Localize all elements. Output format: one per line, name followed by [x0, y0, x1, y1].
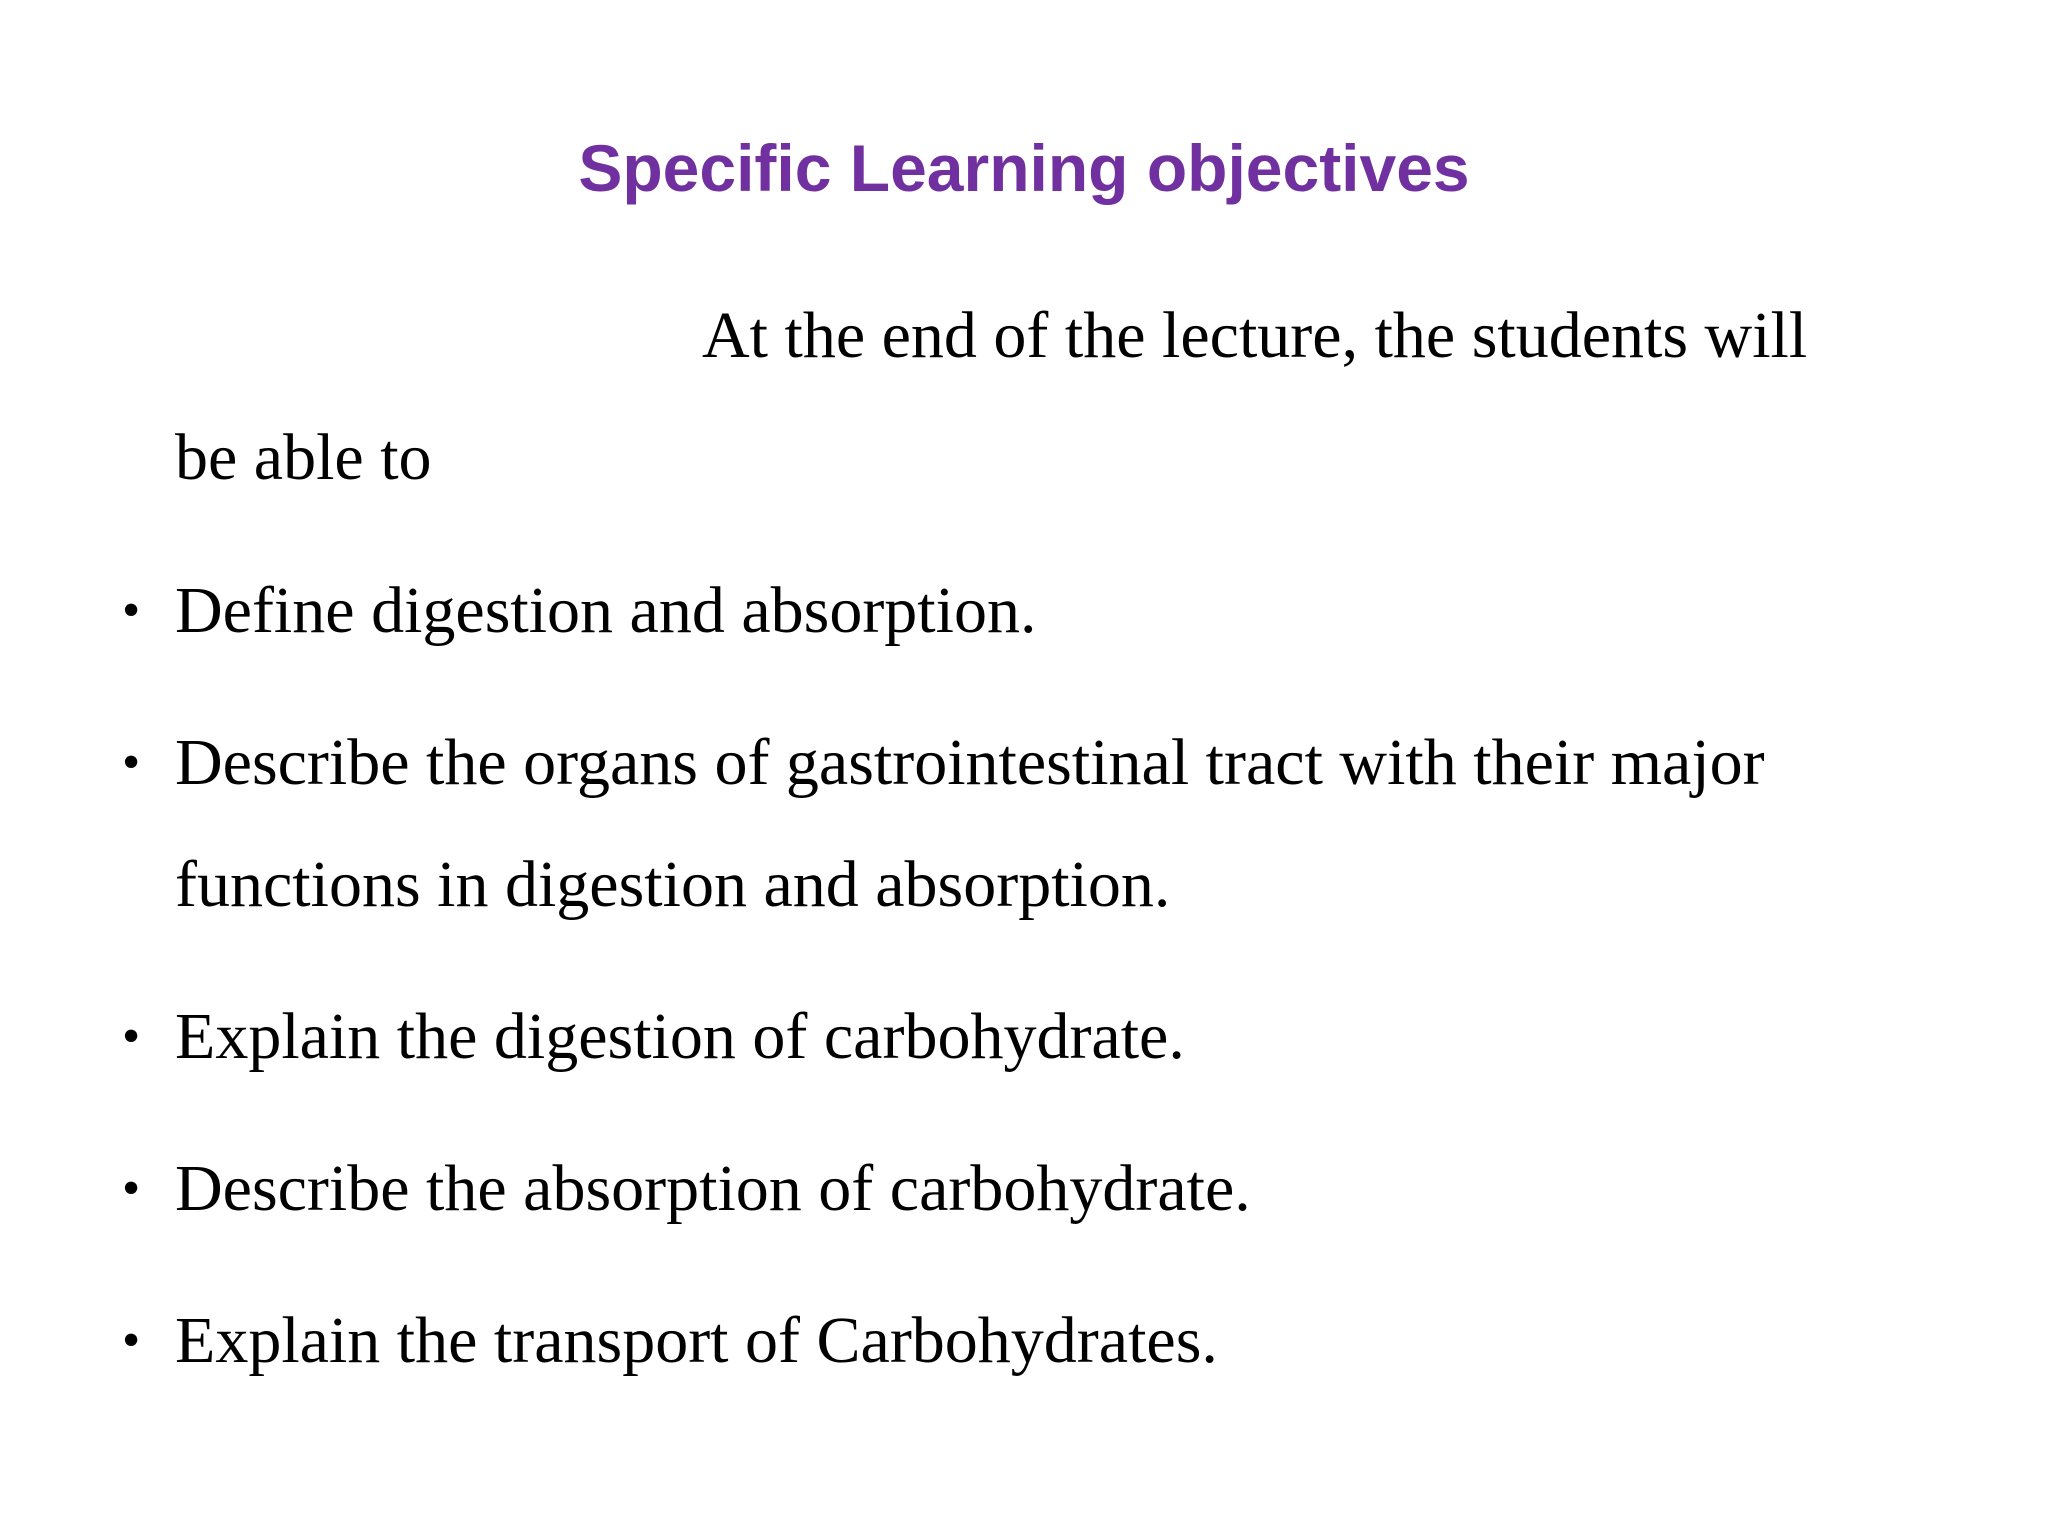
bullet-icon: • [122, 1008, 141, 1065]
bullet-icon: • [122, 1312, 141, 1369]
objective-text: Describe the organs of gastrointestinal tract with their major functions in digestion and absorption. [175, 726, 1765, 921]
objective-item [122, 702, 1922, 946]
slide-title: Specific Learning objectives [578, 131, 1470, 205]
objective-text: Describe the absorption of carbohydrate. [175, 1152, 1251, 1225]
objective-text: Define digestion and absorption. [175, 574, 1037, 647]
objective-item [122, 1128, 1922, 1250]
objective-item [122, 976, 1922, 1098]
objective-text: Explain the transport of Carbohydrates. [175, 1304, 1218, 1377]
objective-item [122, 550, 1922, 672]
objective-item [122, 1280, 1922, 1402]
objective-text: Explain the digestion of carbohydrate. [175, 1000, 1185, 1073]
intro-text-line-2: be able to [175, 421, 432, 494]
bullet-icon: • [122, 734, 141, 791]
bullet-icon: • [122, 1160, 141, 1217]
bullet-icon: • [122, 582, 141, 639]
intro-text-line-1: At the end of the lecture, the students will [702, 299, 1808, 372]
